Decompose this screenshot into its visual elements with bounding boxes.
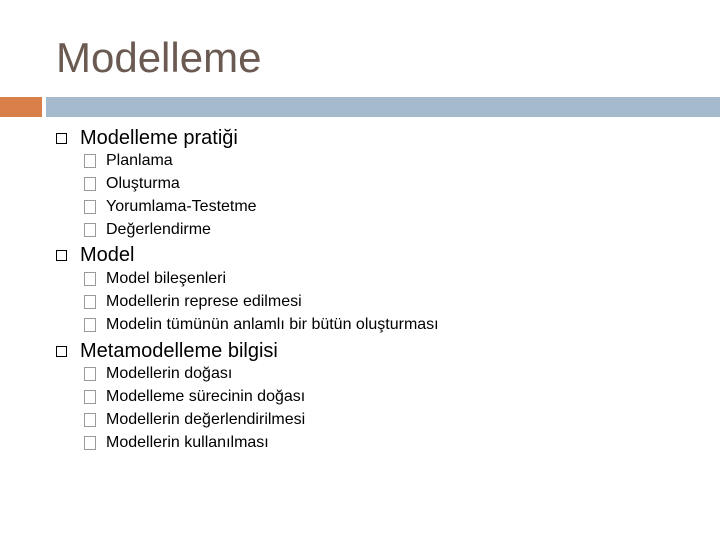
missing-glyph-bullet-icon	[84, 177, 96, 191]
list-item-text: Model bileşenleri	[106, 270, 227, 287]
missing-glyph-bullet-icon	[84, 390, 96, 404]
slide-title: Modelleme	[56, 34, 262, 81]
list-item	[106, 269, 226, 289]
missing-glyph-bullet-icon	[84, 272, 96, 286]
list-item-text: Modellerin doğası	[106, 365, 233, 382]
title-divider-bar	[46, 97, 720, 117]
title-accent-bar	[0, 97, 42, 117]
section-heading	[80, 126, 238, 150]
section-heading	[80, 243, 134, 267]
section-heading	[80, 339, 278, 363]
section-heading-text: Modelleme pratiği	[80, 127, 238, 149]
list-item-text: Modellerin kullanılması	[106, 434, 269, 451]
list-item-text: Oluşturma	[106, 175, 180, 192]
square-bullet-icon	[56, 133, 67, 144]
list-item	[106, 364, 232, 384]
section-heading-text: Model	[80, 244, 135, 266]
list-item-text: Modellerin değerlendirilmesi	[106, 411, 306, 428]
missing-glyph-bullet-icon	[84, 318, 96, 332]
square-bullet-icon	[56, 346, 67, 357]
list-item	[106, 197, 257, 217]
missing-glyph-bullet-icon	[84, 200, 96, 214]
list-item-text: Modelin tümünün anlamlı bir bütün oluşturması	[106, 316, 439, 333]
list-item	[106, 151, 173, 171]
list-item	[106, 292, 302, 312]
list-item-text: Modellerin represe edilmesi	[106, 293, 302, 310]
missing-glyph-bullet-icon	[84, 154, 96, 168]
list-item-text: Yorumlama-Testetme	[106, 198, 257, 215]
list-item-text: Değerlendirme	[106, 221, 211, 238]
missing-glyph-bullet-icon	[84, 413, 96, 427]
list-item	[106, 174, 180, 194]
list-item	[106, 315, 439, 335]
section-heading-text: Metamodelleme bilgisi	[80, 340, 278, 362]
list-item	[106, 433, 269, 453]
list-item	[106, 220, 211, 240]
missing-glyph-bullet-icon	[84, 295, 96, 309]
missing-glyph-bullet-icon	[84, 223, 96, 237]
list-item-text: Planlama	[106, 152, 173, 169]
list-item-text: Modelleme sürecinin doğası	[106, 388, 306, 405]
missing-glyph-bullet-icon	[84, 367, 96, 381]
missing-glyph-bullet-icon	[84, 436, 96, 450]
list-item	[106, 410, 305, 430]
square-bullet-icon	[56, 250, 67, 261]
list-item	[106, 387, 305, 407]
